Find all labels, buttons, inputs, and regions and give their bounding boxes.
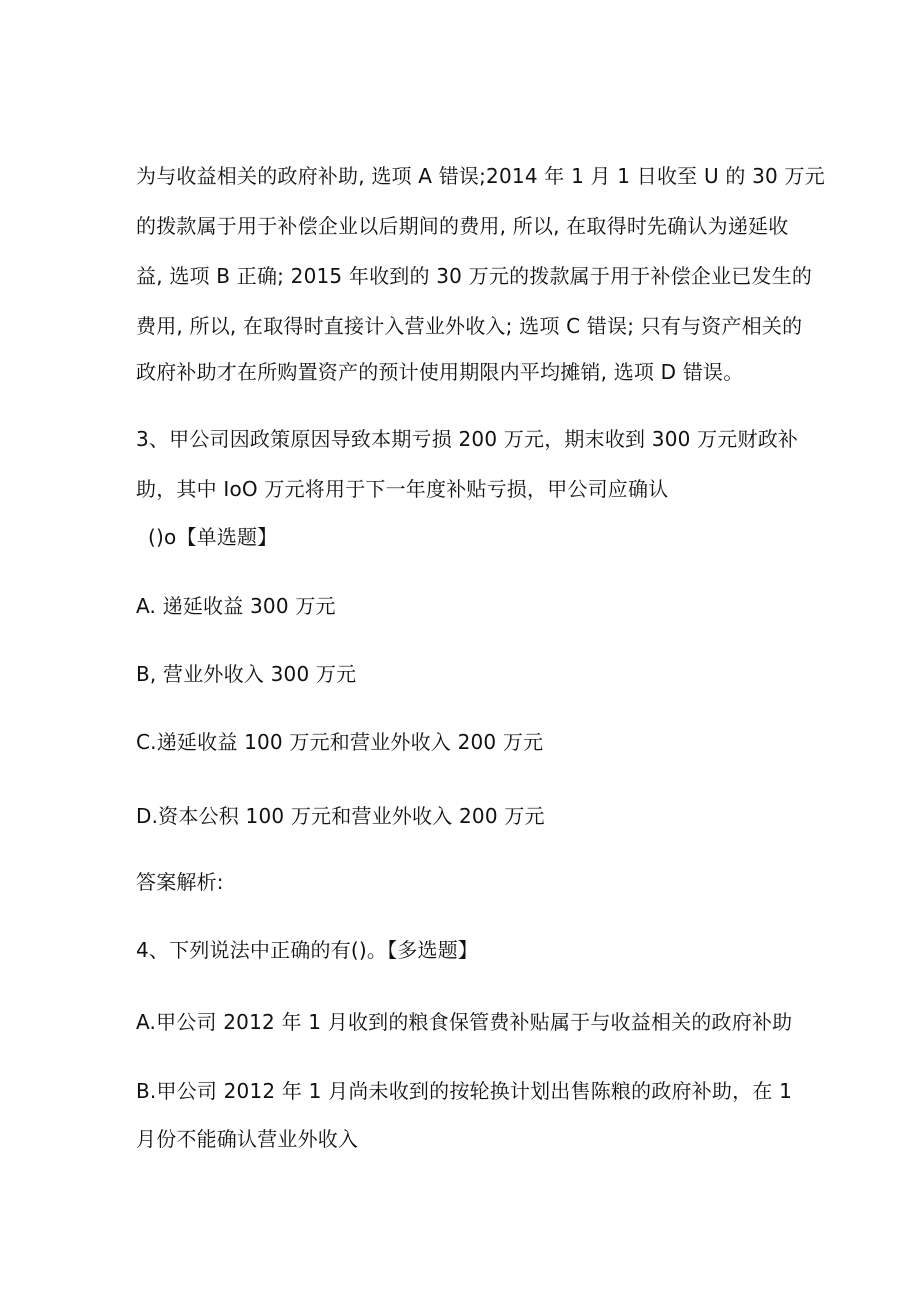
question-4-stem: 4、下列说法中正确的有()。【多选题】 bbox=[136, 938, 479, 962]
question-4-option-a: A.甲公司 2012 年 1 月收到的粮食保管费补贴属于与收益相关的政府补助 bbox=[136, 1010, 793, 1034]
question-3-option-d: D.资本公积 100 万元和营业外收入 200 万元 bbox=[136, 804, 545, 828]
question-3-option-c: C.递延收益 100 万元和营业外收入 200 万元 bbox=[136, 730, 544, 754]
question-3-option-b: B, 营业外收入 300 万元 bbox=[136, 662, 357, 686]
question-3-stem-line: 助，其中 IoO 万元将用于下一年度补贴亏损，甲公司应确认 bbox=[136, 477, 669, 501]
explanation-line: 益, 选项 B 正确; 2015 年收到的 30 万元的拨款属于用于补偿企业已发生的 bbox=[136, 264, 813, 288]
explanation-line: 为与收益相关的政府补助, 选项 A 错误;2014 年 1 月 1 日收至 U 的 30 万元 bbox=[136, 164, 825, 188]
question-3-option-a: A. 递延收益 300 万元 bbox=[136, 594, 336, 618]
explanation-line: 费用, 所以, 在取得时直接计入营业外收入; 选项 C 错误; 只有与资产相关的 bbox=[136, 314, 803, 338]
question-3-stem-line: 3、甲公司因政策原因导致本期亏损 200 万元，期末收到 300 万元财政补 bbox=[136, 427, 799, 451]
answer-analysis-label: 答案解析: bbox=[136, 870, 224, 894]
question-4-option-b-line: 月份不能确认营业外收入 bbox=[136, 1127, 359, 1151]
question-3-stem-line: ()o【单选题】 bbox=[148, 525, 278, 549]
question-4-option-b-line: B.甲公司 2012 年 1 月尚未收到的按轮换计划出售陈粮的政府补助，在 1 bbox=[136, 1079, 793, 1103]
explanation-line: 政府补助才在所购置资产的预计使用期限内平均摊销, 选项 D 错误。 bbox=[136, 360, 744, 384]
explanation-line: 的拨款属于用于补偿企业以后期间的费用, 所以, 在取得时先确认为递延收 bbox=[136, 214, 789, 238]
